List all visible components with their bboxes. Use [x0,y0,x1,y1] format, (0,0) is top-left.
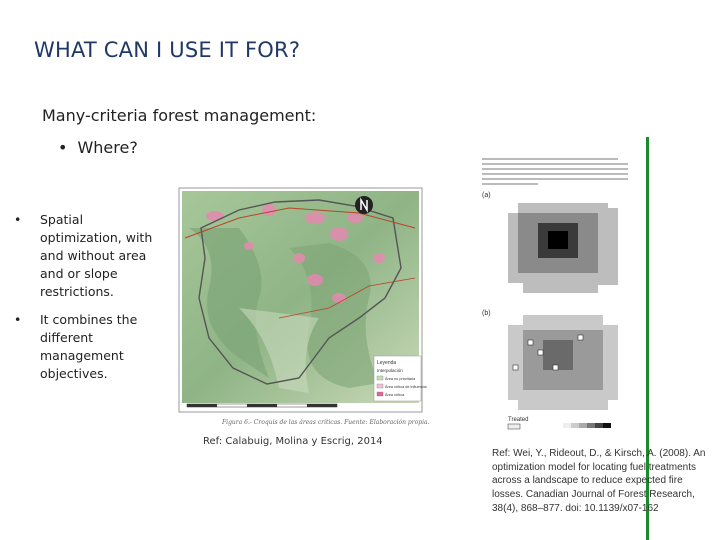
map-caption: Figura 6.- Croquis de las áreas críticas. Fuente: Elaboración propia. [222,419,430,426]
legend-title: Leyenda [377,360,397,366]
legend-item: Área crítica de influencia [385,385,427,389]
slide-subtitle: Many-criteria forest management: [42,106,317,125]
reference-left: Ref: Calabuig, Molina y Escrig, 2014 [203,436,383,447]
sub-bullet-where [58,138,138,157]
legend-subtitle: Interpolación [377,368,403,373]
treated-label: Treated [508,417,529,423]
legend-item: Área no prioritaria [385,377,416,381]
bullet-text: Spatial optimization, with and without area and or slope restrictions. [40,212,153,299]
sub-bullet-text: Where? [77,138,138,157]
panel-a-label: (a) [482,192,491,199]
fuel-treatment-figure [478,155,638,440]
bullet-icon: • [14,212,22,227]
bullet-icon: • [58,138,68,157]
critical-areas-map [179,188,427,412]
reference-right: Ref: Wei, Y., Rideout, D., & Kirsch, A. (2008). An optimization model for locating fuel treatments across a landscape to reduce expected fire losses. Canadian Journal of Forest Research, 38(4), 868–877. doi: 10.1139/x07-162 [492,448,706,514]
panel-b-label: (b) [482,310,491,317]
legend-item: Área crítica [385,393,405,397]
bullet-icon: • [14,312,22,327]
slide-title: WHAT CAN I USE IT FOR? [34,38,301,62]
bullet-text: It combines the different management objectives. [40,312,138,381]
